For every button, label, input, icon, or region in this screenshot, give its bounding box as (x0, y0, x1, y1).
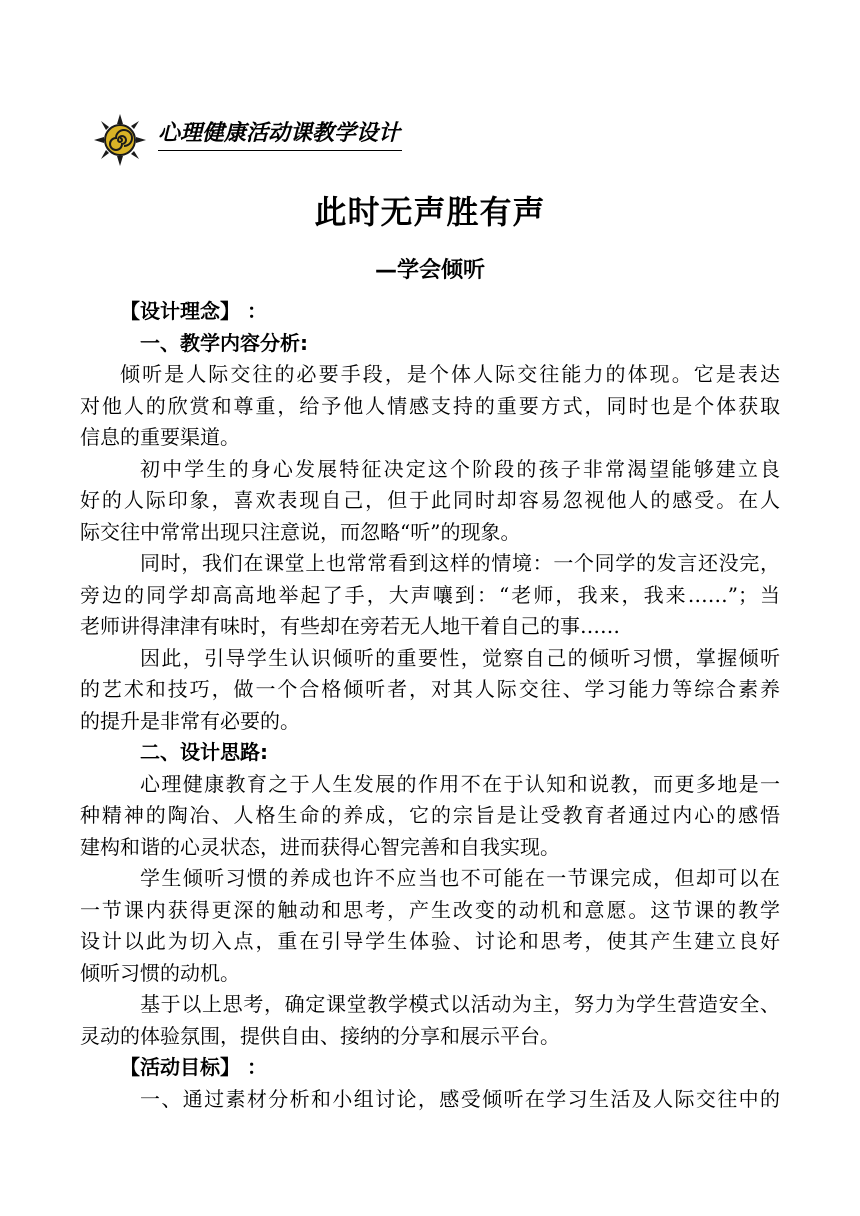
text-line: 种精神的陶冶、人格生命的养成，它的宗旨是让受教育者通过内心的感悟 (80, 803, 780, 827)
document-subtitle: —学会倾听 (374, 258, 485, 283)
text-line: 信息的重要渠道。 (80, 425, 240, 449)
section-heading: 【设计理念】 ： (120, 299, 267, 323)
sun-swirl-icon (92, 112, 148, 168)
text-line: 灵动的体验氛围，提供自由、接纳的分享和展示平台。 (80, 1023, 560, 1048)
text-line: 一节课内获得更深的触动和思考，产生改变的动机和意愿。这节课的教学 (80, 897, 780, 922)
text-line: 对他人的欣赏和尊重，给予他人情感支持的重要方式，同时也是个体获取 (80, 393, 780, 418)
text-line: 际交往中常常出现只注意说，而忽略“听”的现象。 (80, 519, 521, 544)
text-line: 基于以上思考，确定课堂教学模式以活动为主，努力为学生营造安全、 (140, 992, 780, 1016)
document-title: 此时无声胜有声 (314, 193, 546, 231)
text-line: 初中学生的身心发展特征决定这个阶段的孩子非常渴望能够建立良 (140, 456, 780, 481)
text-line: 学生倾听习惯的养成也许不应当也不可能在一节课完成，但却可以在 (140, 866, 780, 890)
text-line: 倾听习惯的动机。 (80, 960, 240, 985)
text-line: 旁边的同学却高高地举起了手，大声嚷到：“老师，我来，我来……”；当 (80, 582, 780, 607)
text-line: 因此，引导学生认识倾听的重要性，觉察自己的倾听习惯，掌握倾听 (140, 645, 780, 670)
document-body (80, 296, 780, 1115)
text-line: 的艺术和技巧，做一个合格倾听者，对其人际交往、学习能力等综合素养 (80, 677, 780, 701)
text-line: 的提升是非常有必要的。 (80, 708, 300, 733)
text-line: 老师讲得津津有味时，有些却在旁若无人地干着自己的事…… (80, 614, 620, 638)
header-title: 心理健康活动课教学设计 (158, 120, 402, 151)
text-line: 好的人际印象，喜欢表现自己，但于此同时却容易忽视他人的感受。在人 (80, 488, 780, 512)
text-line: 心理健康教育之于人生发展的作用不在于认知和说教，而更多地是一 (140, 771, 780, 796)
text-line: 一、通过素材分析和小组讨论，感受倾听在学习生活及人际交往中的 (140, 1086, 780, 1111)
text-line: 倾听是人际交往的必要手段，是个体人际交往能力的体现。它是表达 (120, 362, 780, 386)
section-heading: 二、设计思路: (140, 740, 268, 764)
text-line: 同时，我们在课堂上也常常看到这样的情境：一个同学的发言还没完， (140, 551, 780, 575)
section-heading: 一、教学内容分析: (140, 330, 308, 355)
text-line: 建构和谐的心灵状态，进而获得心智完善和自我实现。 (80, 834, 560, 859)
section-heading: 【活动目标】 ： (120, 1055, 267, 1079)
text-line: 设计以此为切入点，重在引导学生体验、讨论和思考，使其产生建立良好 (80, 929, 780, 953)
